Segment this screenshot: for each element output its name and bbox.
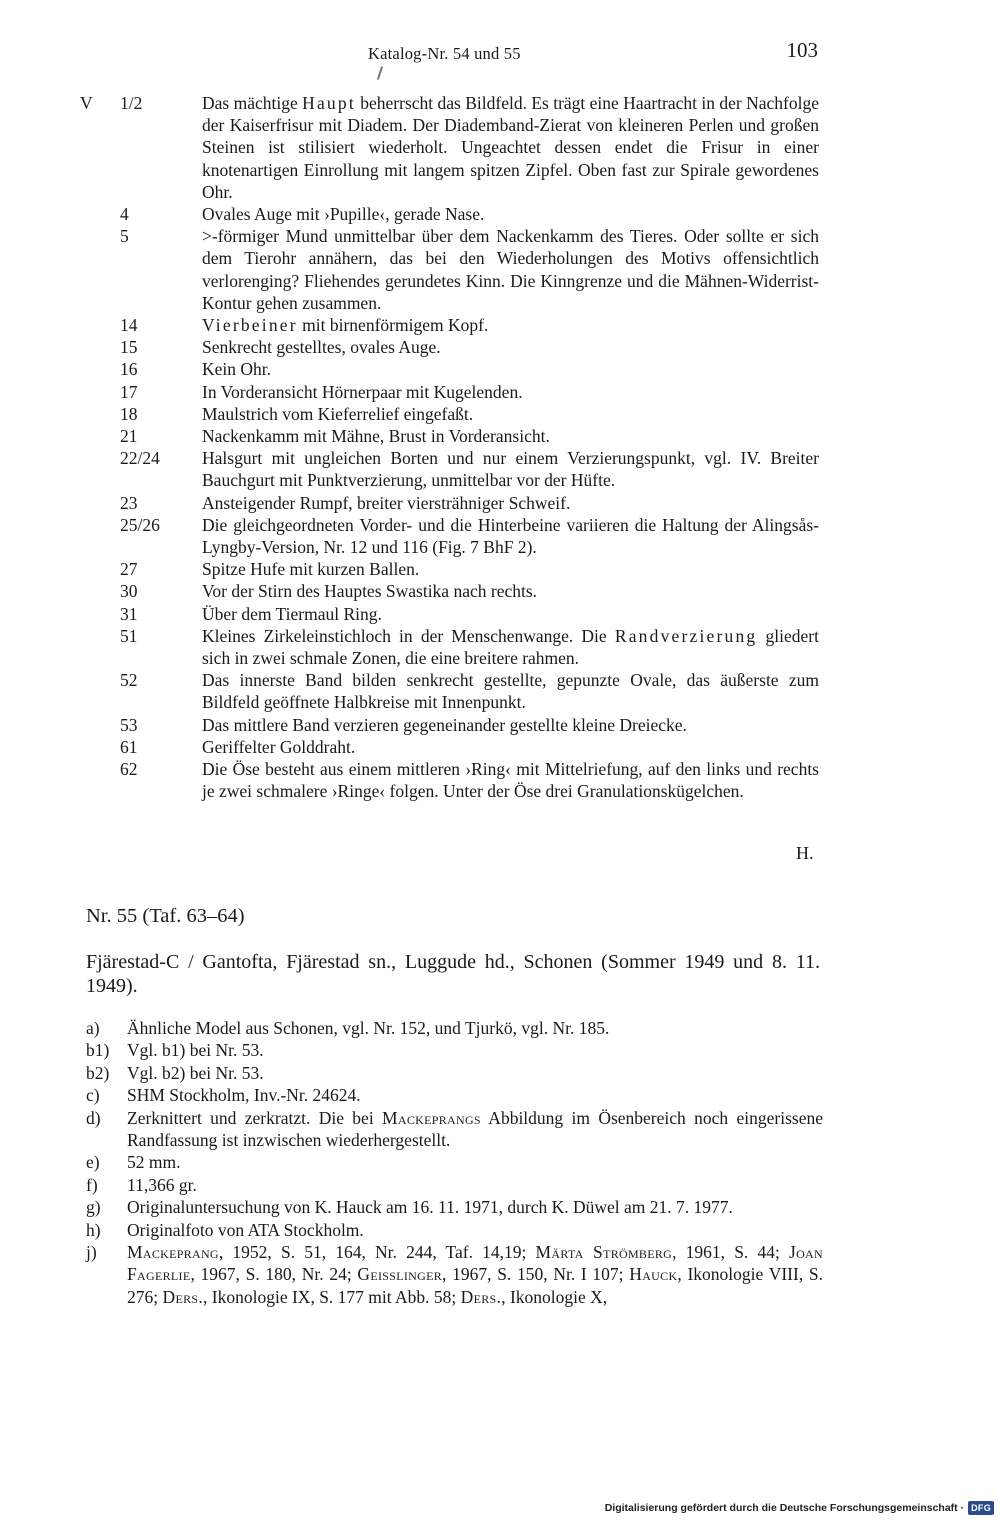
text-segment: In Vorderansicht Hörnerpaar mit Kugelenden.: [202, 381, 523, 402]
text-segment: gliedert sich in zwei schmale Zonen, die eine breitere rahmen.: [202, 625, 819, 669]
spaced-keyword: Randverzierung: [614, 625, 758, 646]
commentary-entry: [0, 736, 1000, 758]
text-segment: Originalfoto von ATA Stockholm.: [127, 1219, 364, 1240]
item-value: [127, 1219, 823, 1241]
running-header: [360, 36, 820, 66]
line-number: 27: [120, 559, 138, 580]
entry-text: [202, 381, 819, 403]
entry-text: [202, 358, 819, 380]
entry-text: [202, 425, 819, 447]
text-segment: Vgl. b2) bei Nr. 53.: [127, 1062, 264, 1083]
entry-text: [202, 603, 819, 625]
funding-footer: [605, 1498, 994, 1518]
line-number: 51: [120, 625, 138, 646]
text-segment: Zerknittert und zerkratzt. Die bei: [127, 1107, 383, 1128]
catalog-item: [0, 1084, 1000, 1106]
group-number: V: [80, 93, 93, 113]
entry-text: [202, 514, 819, 558]
entry-text: [202, 403, 819, 425]
entry-text: [202, 669, 819, 713]
line-number: 5: [120, 226, 129, 247]
line-number: 62: [120, 759, 138, 780]
commentary-entry: [0, 403, 1000, 425]
text-segment: Kleines Zirkeleinstichloch in der Menschenwange. Die: [202, 625, 615, 646]
commentary-entries: [0, 92, 1000, 803]
commentary-entry: [0, 92, 1000, 203]
author-name: Geisslinger: [357, 1264, 443, 1285]
item-key: d): [86, 1107, 101, 1128]
text-segment: Ovales Auge mit ›Pupille‹, gerade Nase.: [202, 204, 485, 225]
catalog-item: [0, 1062, 1000, 1084]
item-value: [127, 1107, 823, 1152]
text-segment: Spitze Hufe mit kurzen Ballen.: [202, 559, 420, 580]
text-segment: , Ikonologie IX, S. 177 mit Abb. 58;: [203, 1286, 461, 1307]
text-segment: Das innerste Band bilden senkrecht gestellte, gepunzte Ovale, das äußerste zum Bildfeld geöffnete Halbkreise mit Innenpunkt.: [202, 670, 819, 713]
text-segment: , 1961, S. 44;: [672, 1242, 789, 1263]
line-number: 31: [120, 603, 138, 624]
item-key: b2): [86, 1062, 110, 1083]
entry-text: [202, 225, 819, 314]
text-segment: Originaluntersuchung von K. Hauck am 16. 11. 1971, durch K. Düwel am 21. 7. 1977.: [127, 1197, 733, 1218]
text-segment: , 1967, S. 180, Nr. 24;: [190, 1264, 358, 1285]
pencil-mark: [377, 66, 383, 80]
spaced-keyword: Haupt: [302, 93, 356, 113]
author-name: Mackeprang: [127, 1242, 219, 1263]
item-value: [127, 1196, 823, 1218]
section-heading: Nr. 55 (Taf. 63–64): [86, 905, 245, 927]
entry-text: [202, 558, 819, 580]
commentary-entry: [0, 314, 1000, 336]
item-key: g): [86, 1197, 101, 1218]
catalog-item: [0, 1017, 1000, 1039]
text-segment: Über dem Tiermaul Ring.: [202, 603, 382, 624]
commentary-entry: [0, 358, 1000, 380]
line-number: 53: [120, 714, 138, 735]
author-name: Hauck: [629, 1264, 678, 1285]
text-segment: Die gleichgeordneten Vorder- und die Hinterbeine variieren die Haltung der Alingsås-Lyngby-Version, Nr. 12 und 116 (Fig. 7 BhF 2).: [202, 514, 819, 558]
item-key: e): [86, 1152, 100, 1173]
catalog-item: [0, 1107, 1000, 1152]
item-key: f): [86, 1174, 98, 1195]
line-number: 1/2: [120, 93, 143, 113]
text-segment: SHM Stockholm, Inv.-Nr. 24624.: [127, 1085, 361, 1106]
text-segment: Das mächtige: [202, 93, 303, 113]
line-number: 21: [120, 426, 138, 447]
text-segment: mit birnenförmigem Kopf.: [297, 315, 489, 336]
text-segment: >-förmiger Mund unmittelbar über dem Nackenkamm des Tieres. Oder sollte er sich dem Tierohr annähern, das bei den Wiederholungen des Motivs offensichtlich verlorenging? Fliehendes gerundetes Kinn. Die Kinngrenze und die Mähnen-Widerrist-Kontur gehen zusammen.: [202, 226, 819, 313]
text-segment: Senkrecht gestelltes, ovales Auge.: [202, 337, 441, 358]
text-segment: Vor der Stirn des Hauptes Swastika nach rechts.: [202, 581, 538, 602]
commentary-entry: [0, 225, 1000, 314]
dfg-logo: DFG: [968, 1501, 994, 1515]
catalog-item: [0, 1151, 1000, 1173]
commentary-entry: [0, 669, 1000, 713]
text-segment: Die Öse besteht aus einem mittleren ›Ring‹ mit Mittelriefung, auf den links und rechts je zwei schmalere ›Ringe‹ folgen. Unter der Öse drei Granulationskügelchen.: [202, 759, 819, 802]
commentary-entry: [0, 381, 1000, 403]
text-segment: Abbildung im Ösenbereich noch eingerissene Randfassung ist inzwischen wiederhergestellt.: [127, 1107, 823, 1151]
line-number: 16: [120, 359, 138, 380]
entry-text: [202, 625, 819, 669]
spaced-keyword: Vierbeiner: [202, 315, 298, 336]
entry-text: [202, 714, 819, 736]
line-number: 30: [120, 581, 138, 602]
commentary-entry: [0, 203, 1000, 225]
author-name: Ders.: [460, 1286, 502, 1307]
item-value: [127, 1174, 823, 1196]
page-number: 103: [786, 38, 818, 62]
entry-text: [202, 92, 819, 203]
line-number: 14: [120, 315, 138, 336]
item-value: [127, 1241, 823, 1308]
text-segment: Vgl. b1) bei Nr. 53.: [127, 1040, 264, 1061]
line-number: 23: [120, 492, 138, 513]
funding-text: Digitalisierung gefördert durch die Deutsche Forschungsgemeinschaft ·: [604, 1502, 965, 1514]
commentary-entry: [0, 758, 1000, 802]
item-value: [127, 1017, 823, 1039]
line-number: 52: [120, 670, 138, 691]
text-segment: , 1952, S. 51, 164, Nr. 244, Taf. 14,19;: [218, 1242, 536, 1263]
item-key: c): [86, 1085, 100, 1106]
entry-text: [202, 447, 819, 491]
text-segment: Geriffelter Golddraht.: [202, 736, 356, 757]
entry-text: [202, 336, 819, 358]
item-value: [127, 1039, 823, 1061]
commentary-entry: [0, 492, 1000, 514]
text-segment: Maulstrich vom Kieferrelief eingefaßt.: [202, 403, 474, 424]
line-number: 4: [120, 204, 129, 225]
commentary-entry: [0, 425, 1000, 447]
text-segment: beherrscht das Bildfeld. Es trägt eine Haartracht in der Nachfolge der Kaiserfrisur mit Diadem. Der Diademband-Zierat von kleineren Perlen und großen Steinen ist stilisiert wiederholt. Ungeachtet dessen endet die Frisur in einer knotenartigen Einrollung mit langem spitzen Zipfel. Oben fast zur Spirale gewordenes Ohr.: [202, 93, 819, 202]
entry-text: [202, 736, 819, 758]
text-segment: , Ikonologie X,: [501, 1286, 608, 1307]
item-key: b1): [86, 1040, 110, 1061]
text-segment: , Ikonologie VIII, S. 276;: [127, 1264, 823, 1307]
item-key: a): [86, 1018, 100, 1038]
line-number: 18: [120, 403, 138, 424]
catalog-items: [0, 1017, 1000, 1308]
entry-text: [202, 314, 819, 336]
text-segment: , 1967, S. 150, Nr. I 107;: [442, 1264, 630, 1285]
line-number: 17: [120, 381, 138, 402]
author-signature: H.: [796, 843, 814, 863]
catalog-item: [0, 1219, 1000, 1241]
commentary-entry: [0, 580, 1000, 602]
item-value: [127, 1084, 823, 1106]
author-name: Mackeprangs: [382, 1107, 481, 1128]
entry-text: [202, 492, 819, 514]
catalog-item: [0, 1174, 1000, 1196]
commentary-entry: [0, 603, 1000, 625]
text-segment: Ähnliche Model aus Schonen, vgl. Nr. 152, und Tjurkö, vgl. Nr. 185.: [127, 1018, 610, 1038]
commentary-entry: [0, 447, 1000, 491]
author-name: Märta Strömberg: [535, 1242, 673, 1263]
text-segment: Das mittlere Band verzieren gegeneinander gestellte kleine Dreiecke.: [202, 714, 687, 735]
text-segment: Halsgurt mit ungleichen Borten und nur einem Verzierungspunkt, vgl. IV. Breiter Bauchgurt mit Punktverzierung, unmittelbar vor der Hüfte.: [202, 448, 819, 491]
text-segment: 11,366 gr.: [127, 1174, 197, 1195]
line-number: 22/24: [120, 448, 160, 469]
commentary-entry: [0, 714, 1000, 736]
running-title: Katalog-Nr. 54 und 55: [368, 44, 521, 63]
text-segment: Nackenkamm mit Mähne, Brust in Vorderansicht.: [202, 426, 550, 447]
item-key: h): [86, 1219, 101, 1240]
entry-text: [202, 580, 819, 602]
item-key: j): [86, 1242, 97, 1263]
author-name: Joan Fagerlie: [127, 1242, 823, 1285]
text-segment: 52 mm.: [127, 1152, 181, 1173]
item-value: [127, 1151, 823, 1173]
author-name: Ders.: [162, 1286, 204, 1307]
commentary-entry: [0, 625, 1000, 669]
catalog-item: [0, 1241, 1000, 1308]
entry-text: [202, 758, 819, 802]
commentary-entry: [0, 514, 1000, 558]
commentary-entry: [0, 558, 1000, 580]
entry-text: [202, 203, 819, 225]
line-number: 25/26: [120, 514, 160, 535]
catalog-item: [0, 1039, 1000, 1061]
line-number: 15: [120, 337, 138, 358]
text-segment: Kein Ohr.: [202, 359, 272, 380]
line-number: 61: [120, 736, 138, 757]
text-segment: Ansteigender Rumpf, breiter viersträhniger Schweif.: [202, 492, 571, 513]
item-value: [127, 1062, 823, 1084]
catalog-item: [0, 1196, 1000, 1218]
commentary-entry: [0, 336, 1000, 358]
find-location: Fjärestad-C / Gantofta, Fjärestad sn., Luggude hd., Schonen (Sommer 1949 und 8. 11. 1949).: [86, 951, 820, 997]
